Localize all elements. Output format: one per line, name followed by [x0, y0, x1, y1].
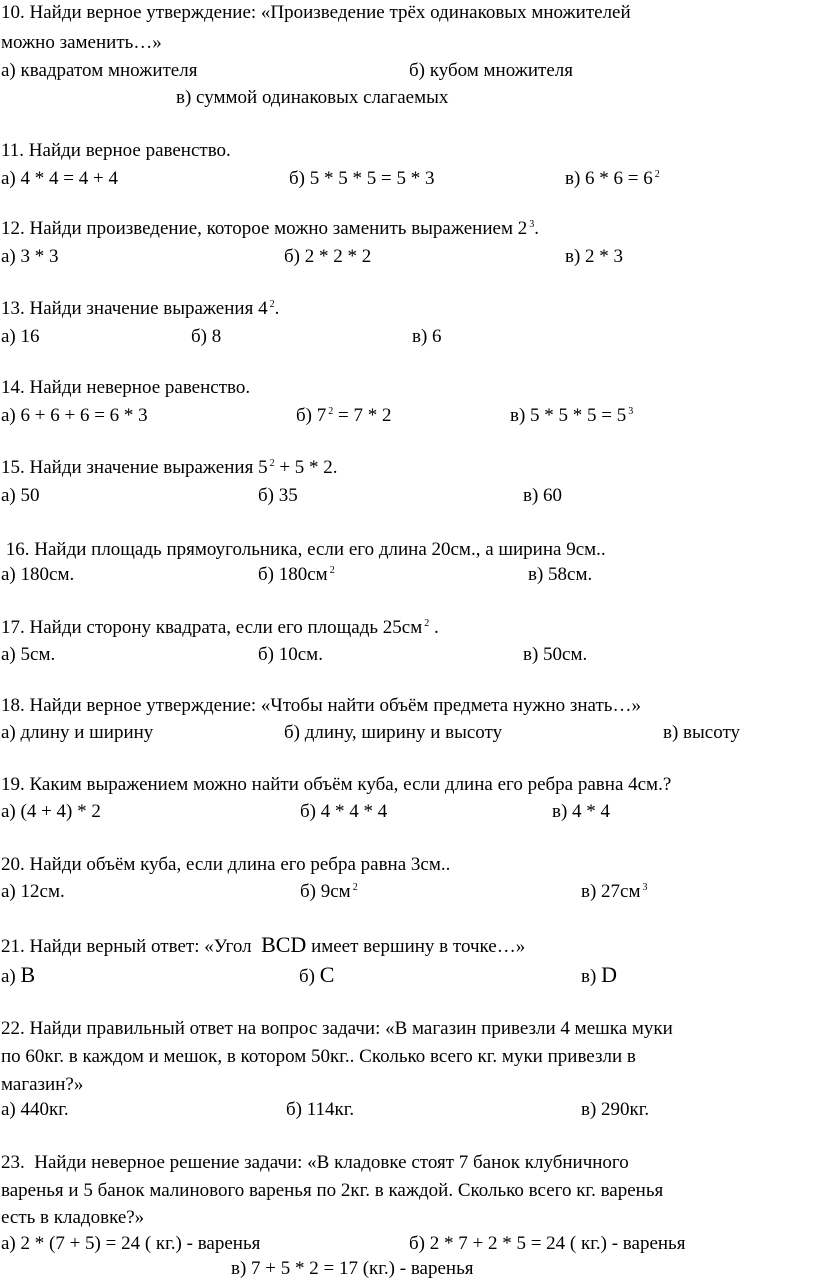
- option-a: а) 3 * 3: [1, 246, 59, 267]
- option-a: а) 12см.: [1, 881, 65, 902]
- question-text: 23. Найди неверное решение задачи: «В кладовке стоят 7 банок клубничного: [1, 1152, 629, 1173]
- option-b: б) 180см $^2$: [258, 564, 335, 585]
- option-b: б) 5 * 5 * 5 = 5 * 3: [289, 168, 435, 189]
- option-c: в) 6 * 6 = 6 $^2$: [565, 168, 660, 189]
- option-c: в) 7 + 5 * 2 = 17 (кг.) - варенья: [231, 1258, 474, 1279]
- option-a: а) 50: [1, 485, 40, 506]
- exponent: 2: [269, 458, 275, 469]
- option-b: б) 8: [191, 326, 222, 347]
- question-text: 12. Найди произведение, которое можно заменить выражением 2 $^3$.: [1, 218, 539, 239]
- exponent: 3: [628, 406, 634, 417]
- option-c: в) 58см.: [528, 564, 593, 585]
- option-b: б) 9см $^2$: [300, 881, 358, 902]
- option-a: а) длину и ширину: [1, 722, 154, 743]
- option-b: б) 7 $^2$ = 7 * 2: [296, 405, 392, 426]
- option-a: а) 440кг.: [1, 1099, 69, 1120]
- option-a: а) 6 + 6 + 6 = 6 * 3: [1, 405, 148, 426]
- question-text: можно заменить…»: [1, 32, 162, 53]
- option-b: б) 35: [258, 485, 298, 506]
- question-text: 22. Найди правильный ответ на вопрос задачи: «В магазин привезли 4 мешка муки: [1, 1018, 673, 1039]
- option-c: в) 5 * 5 * 5 = 5 $^3$: [510, 405, 634, 426]
- question-text: 20. Найди объём куба, если длина его ребра равна 3см..: [1, 854, 451, 875]
- question-text: 19. Каким выражением можно найти объём куба, если длина его ребра равна 4см.?: [1, 774, 672, 795]
- option-a: а) 16: [1, 326, 40, 347]
- option-b: б) C: [299, 962, 335, 987]
- option-c: в) 50см.: [523, 644, 588, 665]
- option-a: а) B: [1, 962, 36, 987]
- question-text: 10. Найди верное утверждение: «Произведение трёх одинаковых множителей: [1, 2, 631, 23]
- question-text: 17. Найди сторону квадрата, если его площадь 25см $^2$ .: [1, 617, 439, 638]
- question-text: магазин?»: [1, 1074, 84, 1095]
- option-a: а) 2 * (7 + 5) = 24 ( кг.) - варенья: [1, 1233, 261, 1254]
- exponent: 2: [352, 882, 358, 893]
- option-a: а) 4 * 4 = 4 + 4: [1, 168, 118, 189]
- option-c: в) D: [581, 962, 617, 987]
- question-text: 21. Найди верный ответ: «Угол BCD имеет вершину в точке…»: [1, 932, 526, 957]
- exponent: 2: [328, 406, 334, 417]
- option-c: в) 27см $^3$: [581, 881, 648, 902]
- option-a: а) 5см.: [1, 644, 56, 665]
- exponent: 2: [424, 618, 430, 629]
- exponent: 3: [529, 219, 535, 230]
- option-c: в) 290кг.: [581, 1099, 650, 1120]
- option-b: б) 2 * 7 + 2 * 5 = 24 ( кг.) - варенья: [409, 1233, 686, 1254]
- option-b: б) 10см.: [258, 644, 323, 665]
- angle-name: BCD: [261, 932, 307, 957]
- question-text: варенья и 5 банок малинового варенья по 2кг. в каждой. Сколько всего кг. варенья: [1, 1180, 664, 1201]
- question-text: 15. Найди значение выражения 5 $^2$ + 5 * 2.: [1, 457, 338, 478]
- question-text: 18. Найди верное утверждение: «Чтобы найти объём предмета нужно знать…»: [1, 695, 641, 716]
- question-text: 11. Найди верное равенство.: [1, 140, 231, 161]
- option-c: в) 6: [412, 326, 442, 347]
- option-b: б) 114кг.: [286, 1099, 355, 1120]
- option-c: в) суммой одинаковых слагаемых: [176, 87, 449, 108]
- option-b: б) 4 * 4 * 4: [300, 801, 388, 822]
- exponent: 3: [642, 882, 648, 893]
- question-text: 16. Найди площадь прямоугольника, если его длина 20см., а ширина 9см..: [1, 539, 606, 560]
- option-c: в) 4 * 4: [552, 801, 611, 822]
- option-a: а) 180см.: [1, 564, 75, 585]
- option-b: б) 2 * 2 * 2: [284, 246, 372, 267]
- question-text: 13. Найди значение выражения 4 $^2$.: [1, 298, 280, 319]
- option-c: в) 2 * 3: [565, 246, 624, 267]
- option-b: б) кубом множителя: [409, 60, 574, 81]
- exponent: 2: [329, 565, 335, 576]
- option-c: в) 60: [523, 485, 563, 506]
- option-a: а) (4 + 4) * 2: [1, 801, 101, 822]
- exponent: 2: [269, 299, 275, 310]
- exponent: 2: [654, 169, 660, 180]
- option-a: а) квадратом множителя: [1, 60, 198, 81]
- option-c: в) высоту: [663, 722, 741, 743]
- question-text: 14. Найди неверное равенство.: [1, 377, 251, 398]
- question-text: есть в кладовке?»: [1, 1207, 145, 1228]
- option-b: б) длину, ширину и высоту: [284, 722, 503, 743]
- question-text: по 60кг. в каждом и мешок, в котором 50кг.. Сколько всего кг. муки привезли в: [1, 1046, 636, 1067]
